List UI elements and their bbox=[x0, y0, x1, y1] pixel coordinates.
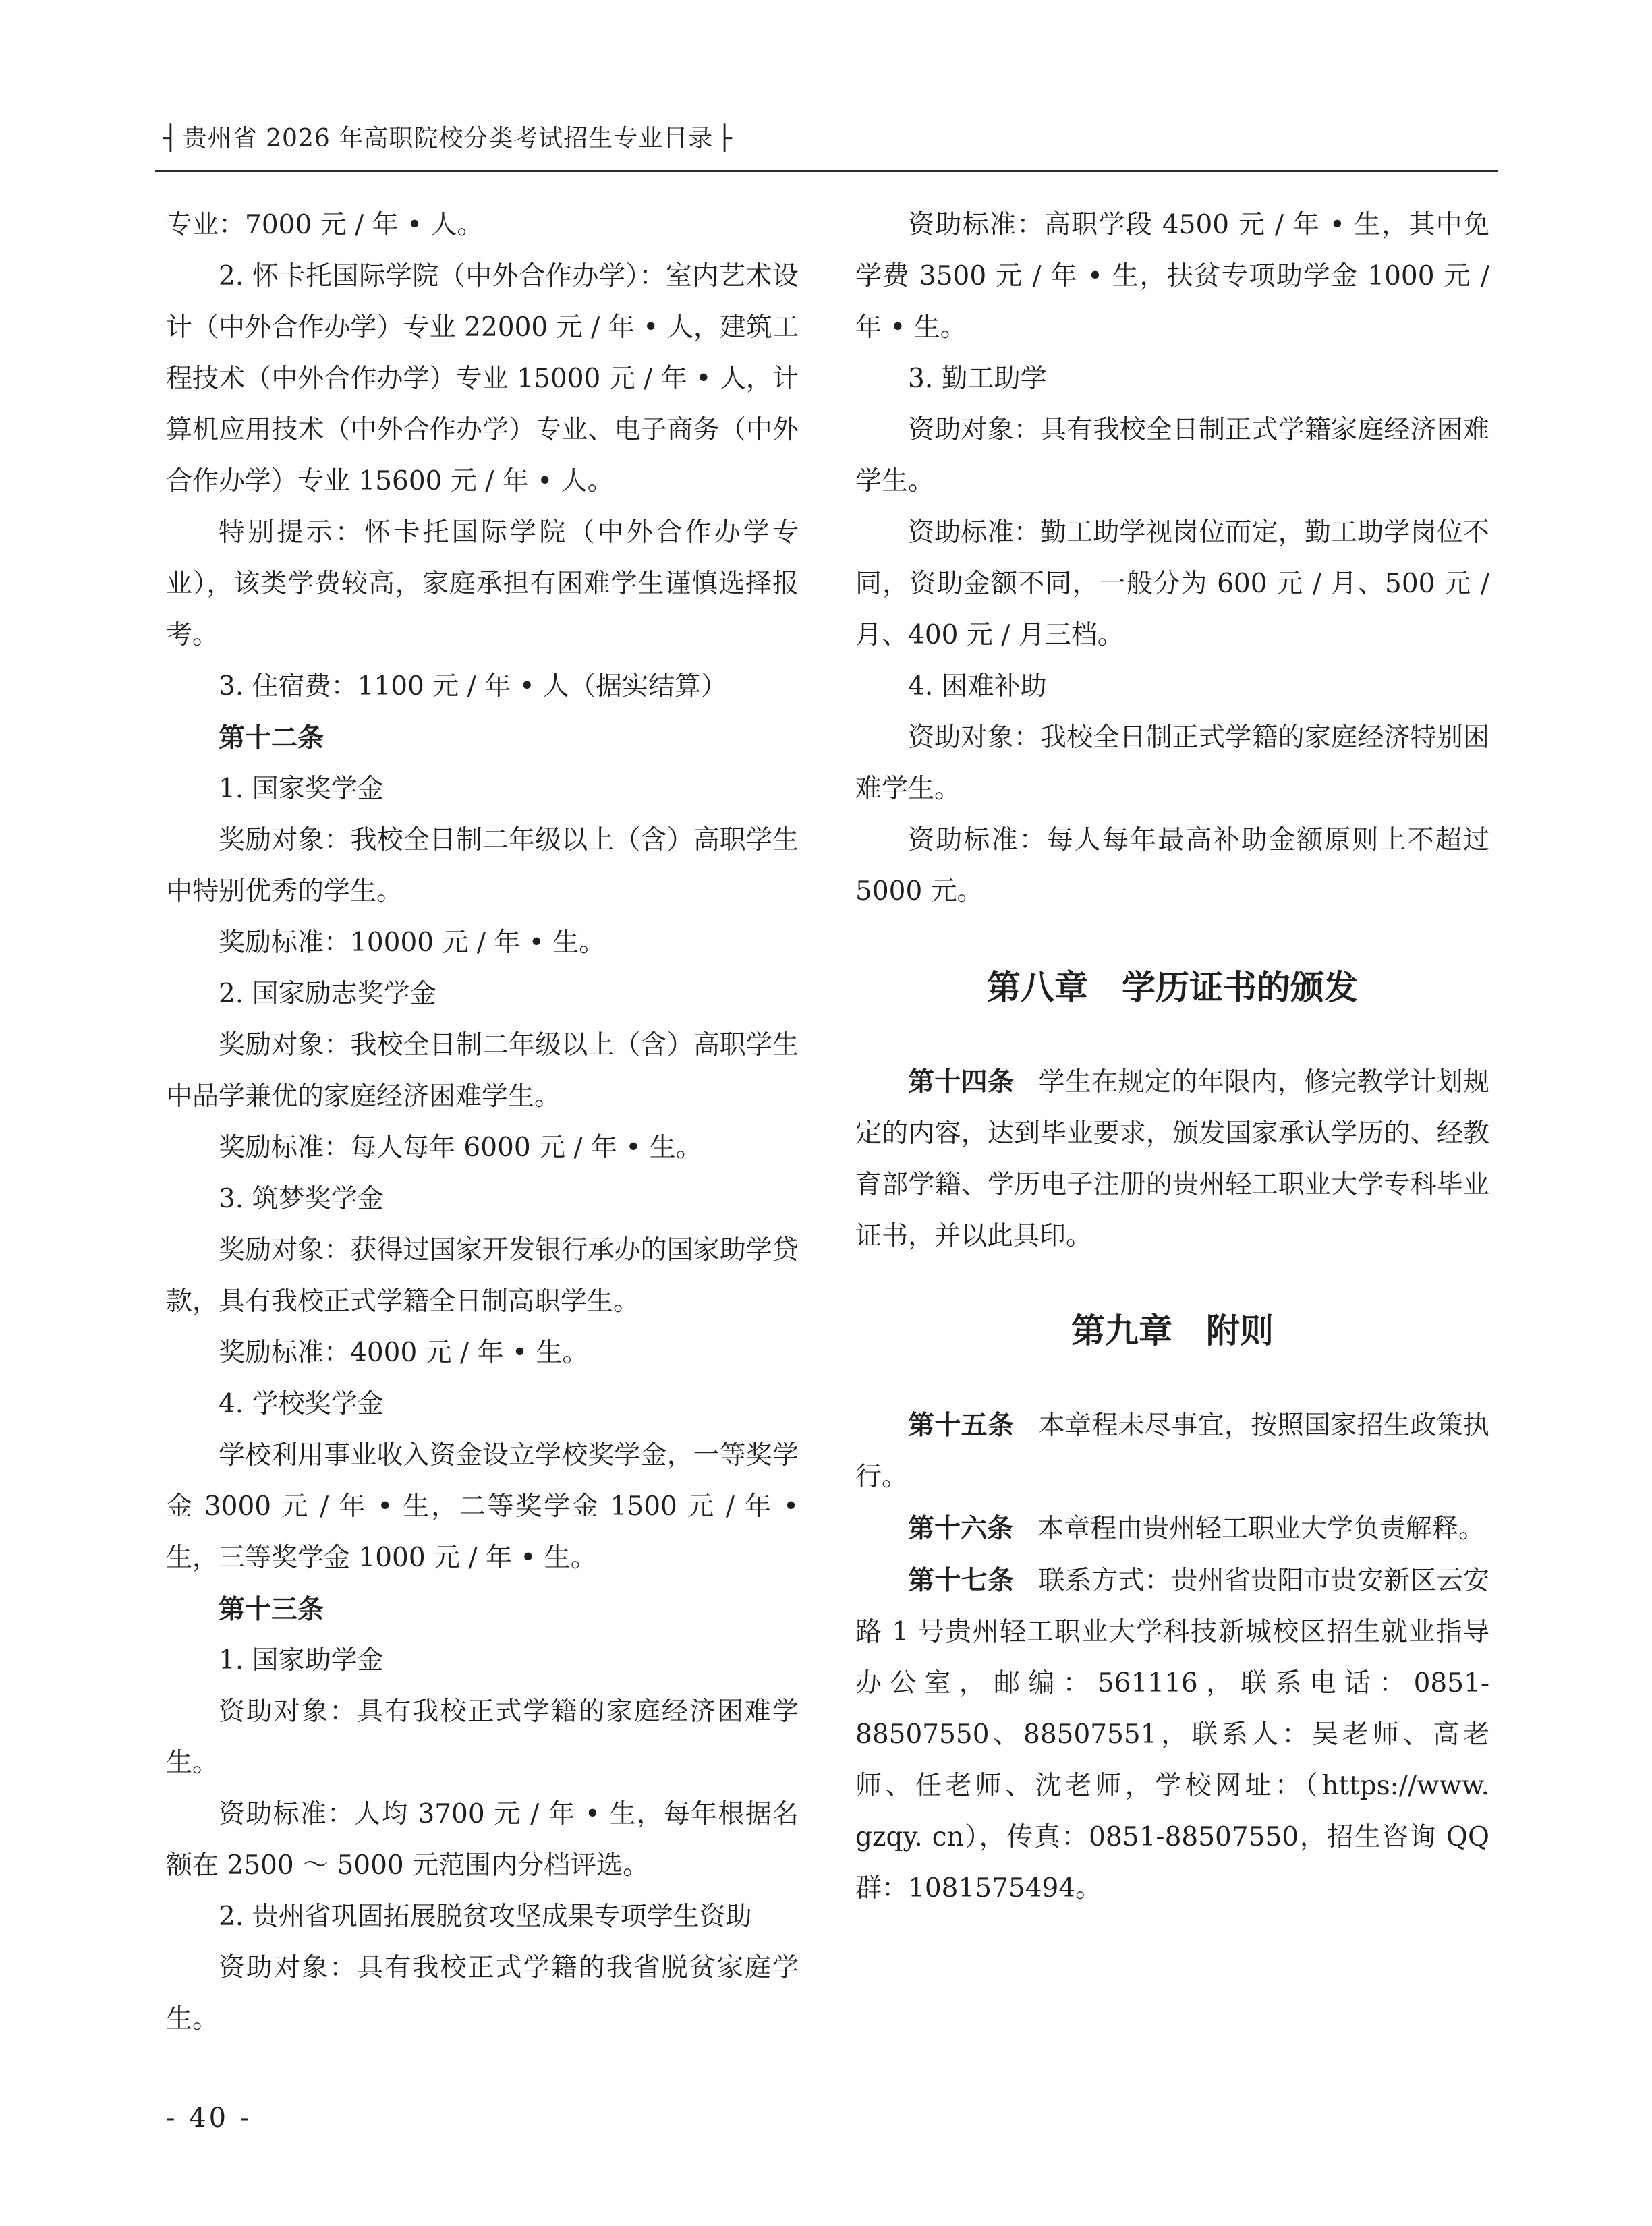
article-label: 第十四条 bbox=[908, 1066, 1015, 1097]
paragraph: 奖励对象：我校全日制二年级以上（含）高职学生中品学兼优的家庭经济困难学生。 bbox=[166, 1030, 799, 1112]
paragraph: 资助标准：每人每年最高补助金额原则上不超过 5000 元。 bbox=[855, 825, 1489, 907]
chapter-number: 第九章 bbox=[1071, 1311, 1172, 1350]
article-heading: 第十三条 bbox=[219, 1594, 324, 1625]
paragraph: 2. 贵州省巩固拓展脱贫攻坚成果专项学生资助 bbox=[219, 1902, 752, 1932]
article-text: 联系方式：贵州省贵阳市贵安新区云安路 1 号贵州轻工职业大学科技新城校区招生就业指导办公室，邮编：561116，联系电话：0851-88507550、88507551，联系人：吴老师、高老师、任老师、沈老师，学校网址：（https://www. gzqy. cn），传真：0851-88507550，招生咨询 QQ 群：1081575494。 bbox=[855, 1566, 1489, 1904]
paragraph: 奖励标准：4000 元 / 年 • 生。 bbox=[219, 1338, 589, 1368]
paragraph: 奖励标准：10000 元 / 年 • 生。 bbox=[219, 928, 606, 958]
paragraph: 学校利用事业收入资金设立学校奖学金，一等奖学金 3000 元 / 年 • 生，二等奖学金 1500 元 / 年 • 生，三等奖学金 1000 元 / 年 • 生。 bbox=[166, 1440, 799, 1573]
article-15 bbox=[855, 1400, 1489, 1503]
article-label: 第十七条 bbox=[908, 1565, 1015, 1596]
paragraph: 3. 勤工助学 bbox=[908, 364, 1047, 394]
paragraph: 2. 国家励志奖学金 bbox=[219, 979, 436, 1009]
chapter-title: 附则 bbox=[1206, 1311, 1274, 1350]
left-column bbox=[166, 200, 799, 2045]
paragraph: 1. 国家奖学金 bbox=[219, 774, 384, 804]
paragraph: 3. 筑梦奖学金 bbox=[219, 1184, 384, 1214]
paragraph: 资助对象：具有我校正式学籍的家庭经济困难学生。 bbox=[166, 1696, 799, 1778]
article-label: 第十六条 bbox=[908, 1513, 1014, 1544]
paragraph: 资助对象：具有我校正式学籍的我省脱贫家庭学生。 bbox=[166, 1953, 799, 2034]
chapter-9-heading bbox=[855, 1304, 1489, 1358]
article-text: 学生在规定的年限内，修完教学计划规定的内容，达到毕业要求，颁发国家承认学历的、经教育部学籍、学历电子注册的贵州轻工职业大学专科毕业证书，并以此具印。 bbox=[855, 1067, 1489, 1251]
paragraph: 4. 困难补助 bbox=[908, 671, 1047, 702]
paragraph: 奖励标准：每人每年 6000 元 / 年 • 生。 bbox=[219, 1133, 702, 1163]
paragraph: 1. 国家助学金 bbox=[219, 1645, 384, 1676]
article-heading: 第十二条 bbox=[219, 722, 324, 753]
paragraph: 资助对象：我校全日制正式学籍的家庭经济特别困难学生。 bbox=[855, 722, 1489, 804]
article-label: 第十五条 bbox=[908, 1410, 1015, 1441]
paragraph: 4. 学校奖学金 bbox=[219, 1389, 384, 1419]
header-right-mark: ├ bbox=[717, 125, 733, 152]
header-left-mark: ┤ bbox=[163, 125, 179, 152]
paragraph: 资助标准：高职学段 4500 元 / 年 • 生，其中免学费 3500 元 / 年 • 生，扶贫专项助学金 1000 元 / 年 • 生。 bbox=[855, 210, 1489, 343]
page-number: - 40 - bbox=[166, 2103, 252, 2134]
paragraph: 2. 怀卡托国际学院（中外合作办学）：室内艺术设计（中外合作办学）专业 22000 元 / 年 • 人，建筑工程技术（中外合作办学）专业 15000 元 / 年 • 人，计算机应用技术（中外合作办学）专业、电子商务（中外合作办学）专业 15600 元 / 年 • 人。 bbox=[166, 261, 799, 496]
article-14 bbox=[855, 1056, 1489, 1262]
header-rule bbox=[155, 170, 1498, 172]
chapter-title: 学历证书的颁发 bbox=[1122, 968, 1358, 1007]
header-title: 贵州省 2026 年高职院校分类考试招生专业目录 bbox=[182, 125, 714, 152]
article-text: 本章程未尽事宜，按照国家招生政策执行。 bbox=[855, 1410, 1489, 1492]
paragraph: 3. 住宿费：1100 元 / 年 • 人（据实结算） bbox=[219, 671, 727, 702]
paragraph: 专业：7000 元 / 年 • 人。 bbox=[166, 210, 484, 240]
chapter-number: 第八章 bbox=[987, 968, 1088, 1007]
right-column bbox=[855, 200, 1489, 1914]
paragraph: 特别提示：怀卡托国际学院（中外合作办学专业），该类学费较高，家庭承担有困难学生谨慎选择报考。 bbox=[166, 517, 799, 650]
article-text: 本章程由贵州轻工职业大学负责解释。 bbox=[1037, 1514, 1485, 1544]
chapter-8-heading bbox=[855, 961, 1489, 1015]
paragraph: 资助标准：勤工助学视岗位而定，勤工助学岗位不同，资助金额不同，一般分为 600 元 / 月、500 元 / 月、400 元 / 月三档。 bbox=[855, 517, 1489, 650]
paragraph: 资助对象：具有我校全日制正式学籍家庭经济困难学生。 bbox=[855, 415, 1489, 496]
paragraph: 奖励对象：我校全日制二年级以上（含）高职学生中特别优秀的学生。 bbox=[166, 825, 799, 907]
paragraph: 奖励对象：获得过国家开发银行承办的国家助学贷款，具有我校正式学籍全日制高职学生。 bbox=[166, 1235, 799, 1317]
article-17 bbox=[855, 1555, 1489, 1914]
running-header bbox=[159, 120, 737, 158]
paragraph: 资助标准：人均 3700 元 / 年 • 生，每年根据名额在 2500 ～ 5000 元范围内分档评选。 bbox=[166, 1799, 799, 1881]
article-16 bbox=[855, 1503, 1489, 1555]
